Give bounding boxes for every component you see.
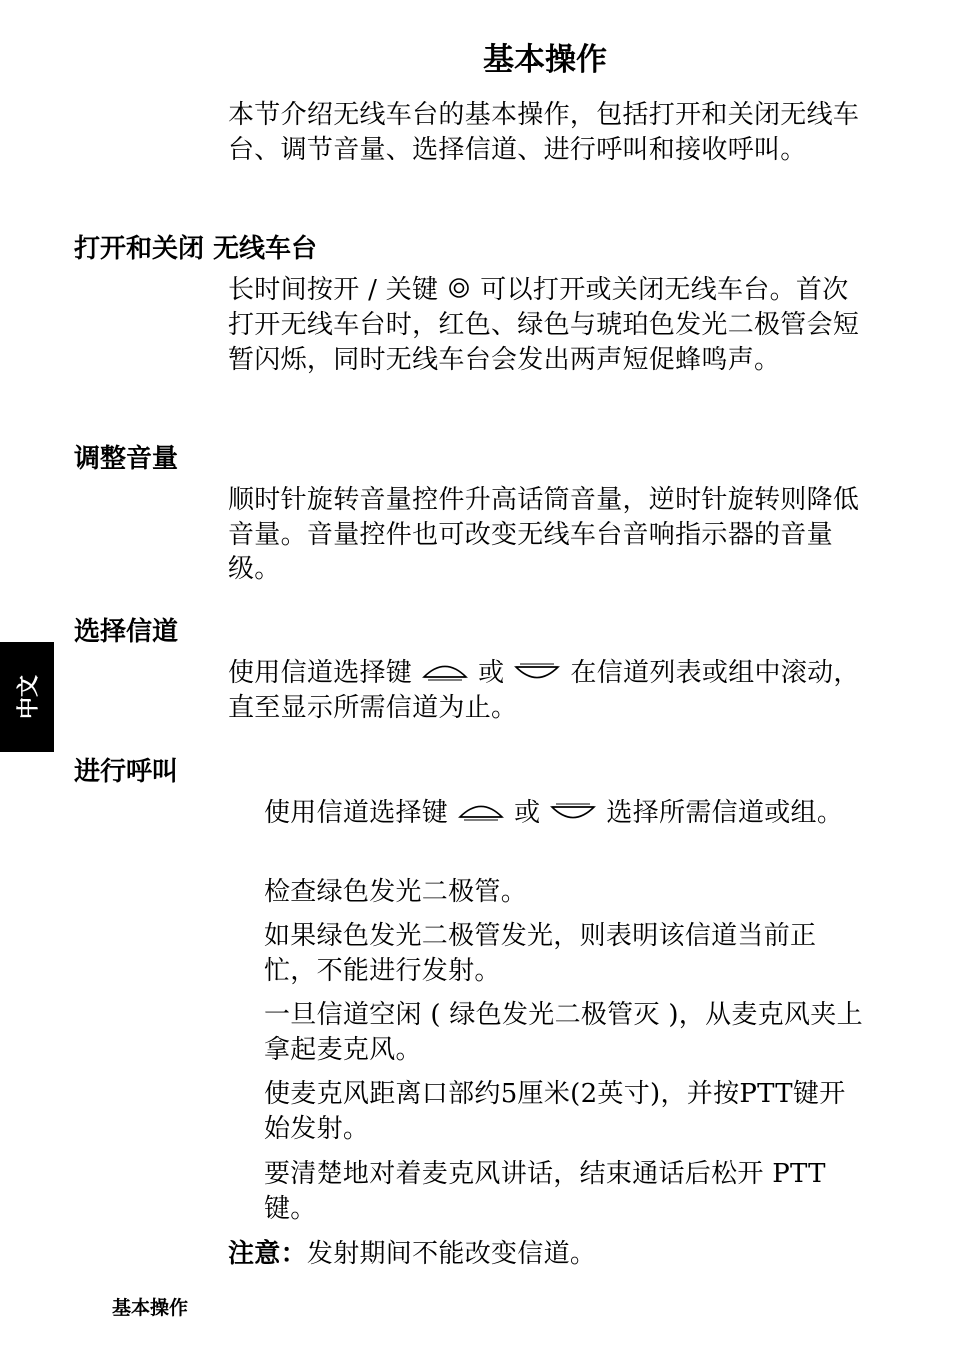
- channel-paragraph: [228, 656, 863, 726]
- language-tab: [0, 642, 54, 752]
- call-step-1: [264, 796, 864, 831]
- page-title: 基本操作: [483, 42, 607, 78]
- channel-text-a: 使用信道选择键: [228, 658, 413, 688]
- volume-paragraph: 顺时针旋转音量控件升高话筒音量，逆时针旋转则降低音量。音量控件也可改变无线车台音响指示器的音量级。: [228, 485, 860, 584]
- heading-volume: 调整音量: [74, 444, 179, 474]
- heading-channel: 选择信道: [74, 617, 179, 647]
- language-tab-label: 中文: [16, 674, 42, 720]
- channel-or: 或: [478, 658, 505, 688]
- channel-text-b: 在信道列表或组中滚动，直至显示所需信道为止。: [228, 658, 860, 724]
- call-step-1-or: 或: [514, 798, 541, 828]
- channel-up-key-icon: [458, 797, 504, 832]
- note-text: 发射期间不能改变信道。: [306, 1239, 597, 1269]
- heading-call: 进行呼叫: [74, 757, 179, 787]
- call-step-5: 使麦克风距离口部约5厘米(2英寸)，并按PTT键开始发射。: [264, 1079, 846, 1144]
- note: [228, 1237, 863, 1272]
- power-text-b: 可以打开或关闭无线车台。首次打开无线车台时，红色、绿色与琥珀色发光二极管会短暂闪烁，同时无线车台会发出两声短促蜂鸣声。: [228, 275, 860, 375]
- power-text-a: 长时间按开 / 关键: [228, 275, 439, 305]
- heading-power: 打开和关闭 无线车台: [74, 234, 318, 264]
- channel-down-key-icon: [514, 657, 560, 692]
- channel-up-key-icon: [422, 657, 468, 692]
- call-step-3: 如果绿色发光二极管发光，则表明该信道当前正忙，不能进行发射。: [264, 921, 817, 986]
- call-step-4: 一旦信道空闲 ( 绿色发光二极管灭 )，从麦克风夹上拿起麦克风。: [264, 1000, 863, 1065]
- channel-down-key-icon: [550, 797, 596, 832]
- power-key-icon: [448, 274, 470, 309]
- call-step-2: 检查绿色发光二极管。: [264, 877, 528, 907]
- power-paragraph: [228, 273, 863, 377]
- note-label: 注意：: [228, 1239, 307, 1269]
- footer-section-label: 基本操作: [112, 1297, 189, 1319]
- call-step-6: 要清楚地对着麦克风讲话，结束通话后松开 PTT 键。: [264, 1159, 826, 1224]
- intro-paragraph: 本节介绍无线车台的基本操作，包括打开和关闭无线车台、调节音量、选择信道、进行呼叫和接收呼叫。: [228, 100, 860, 165]
- call-step-1-text-a: 使用信道选择键: [264, 798, 449, 828]
- call-step-1-text-b: 选择所需信道或组。: [606, 798, 844, 828]
